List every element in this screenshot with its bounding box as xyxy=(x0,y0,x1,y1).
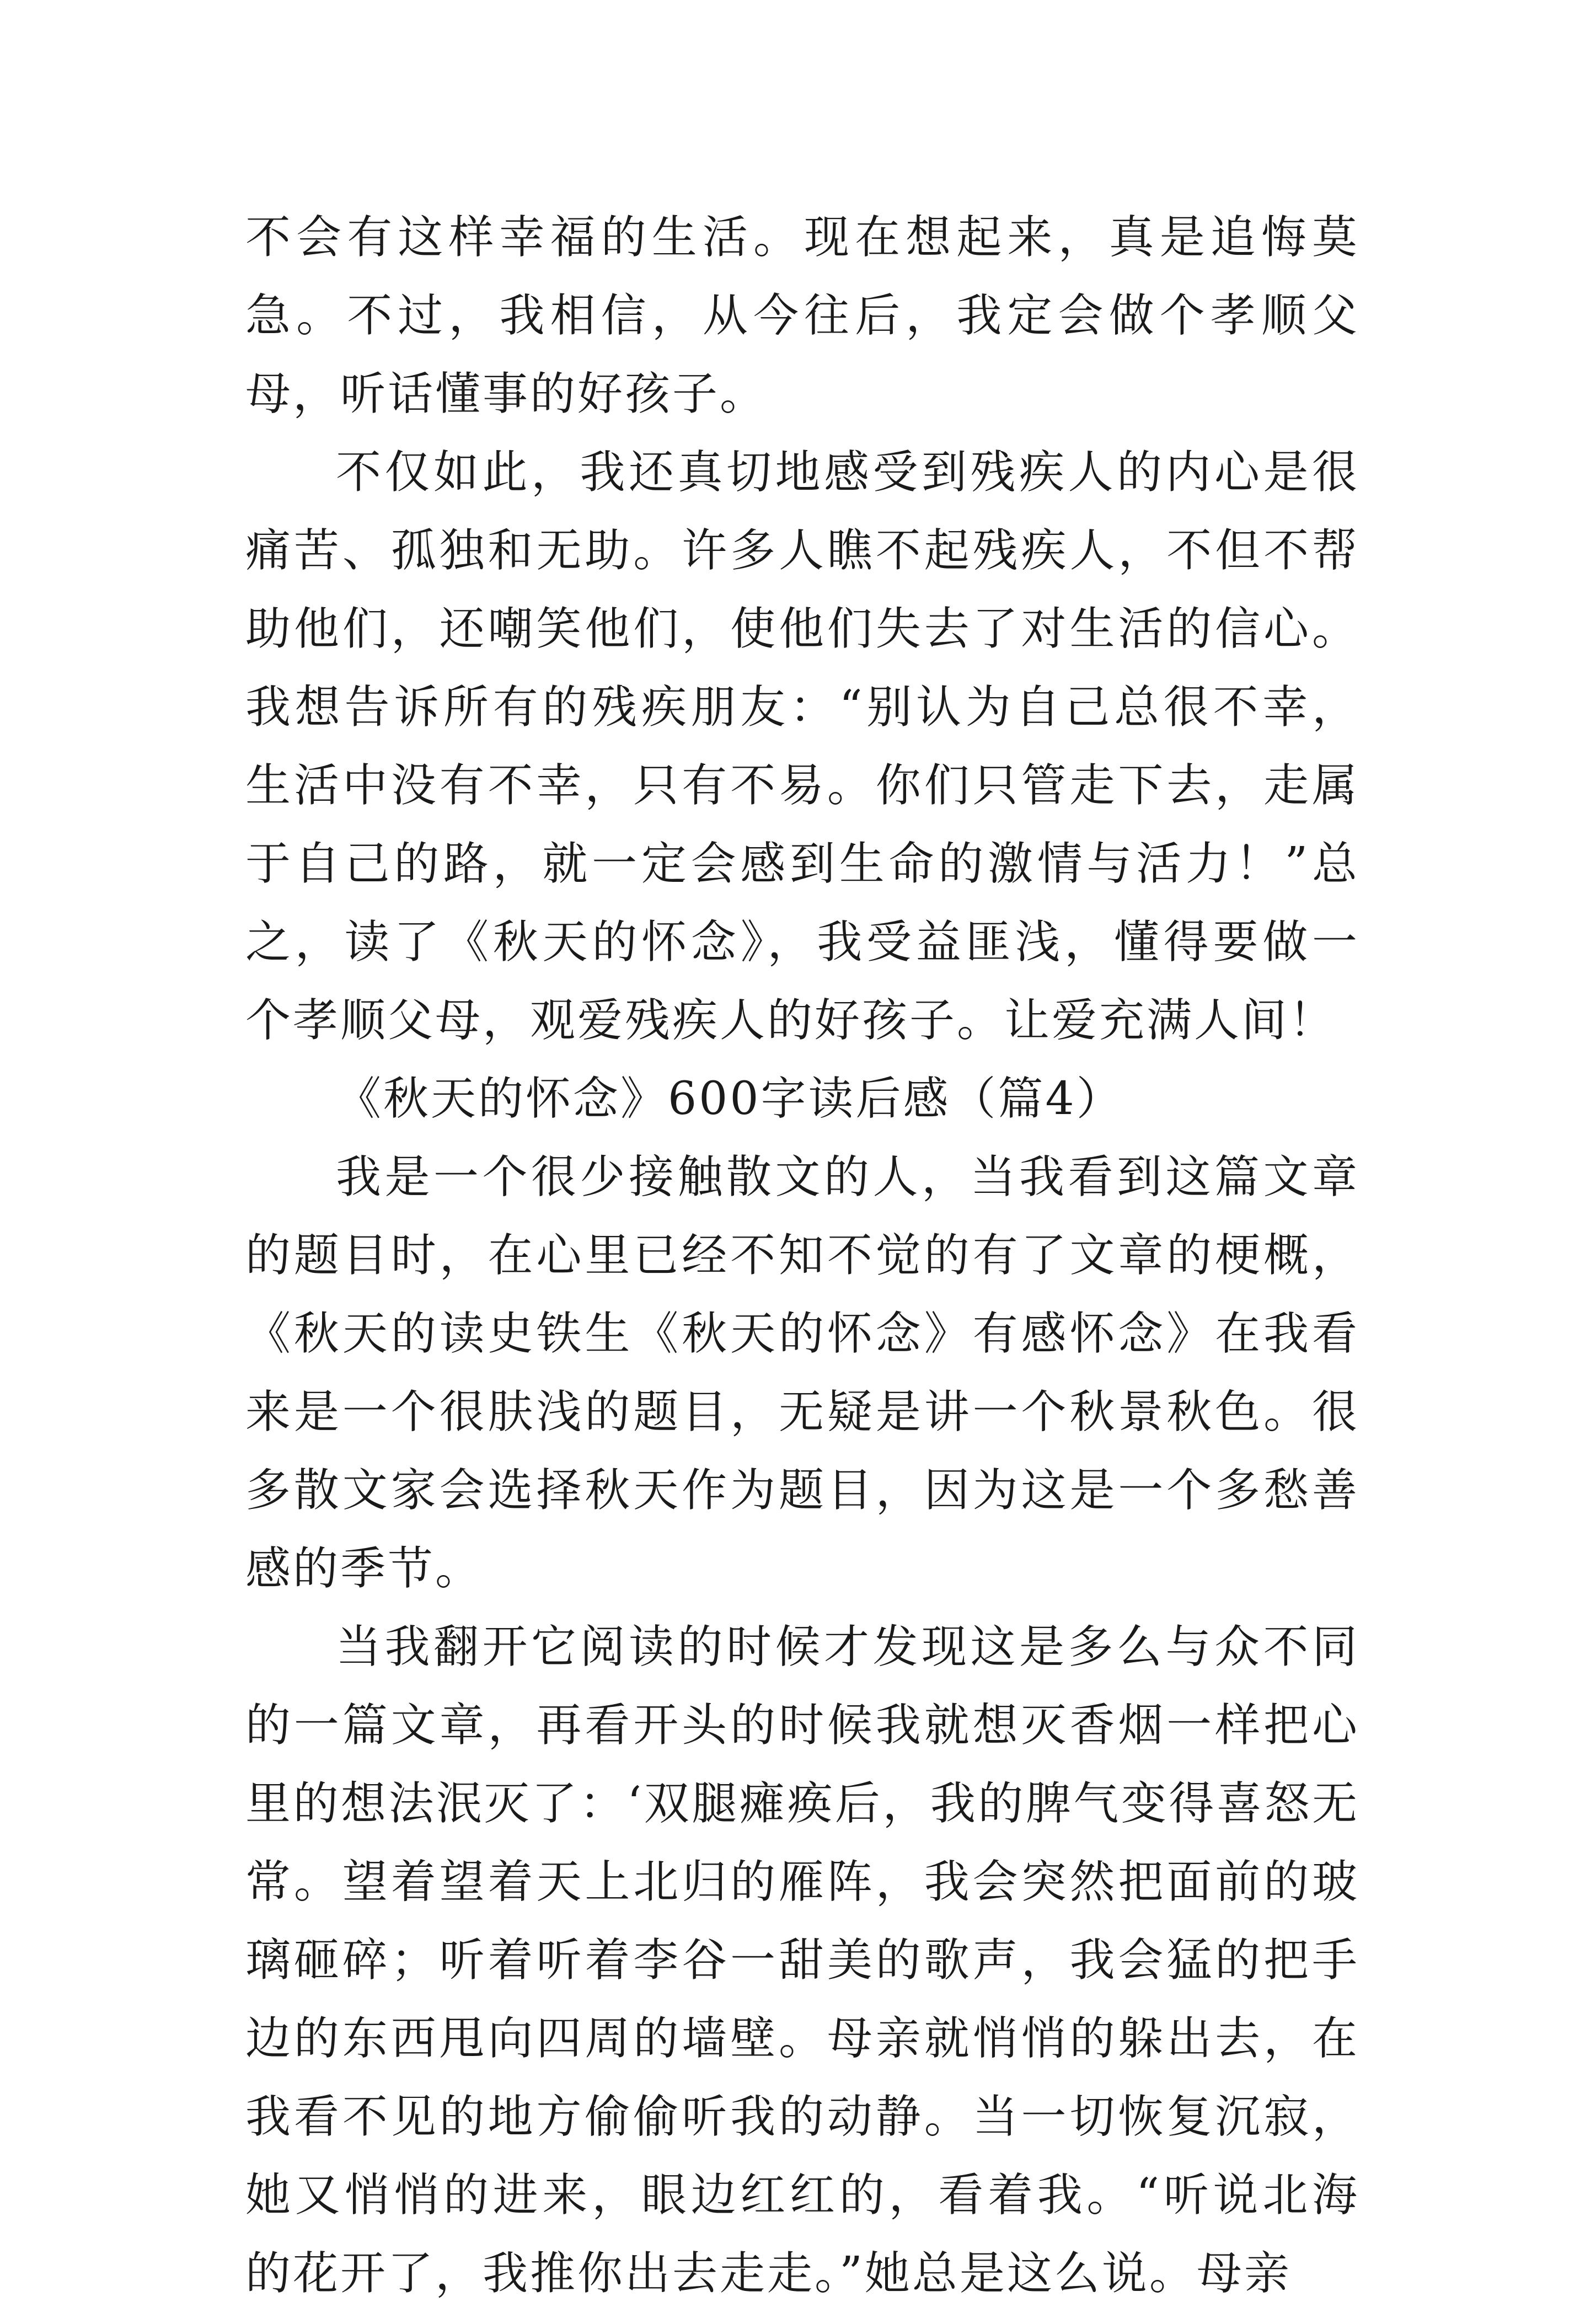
body-text xyxy=(245,199,1359,2313)
paragraph-4: 当我翻开它阅读的时候才发现这是多么与众不同的一篇文章，再看开头的时候我就想灭香烟一样把心里的想法泯灭了：‘双腿瘫痪后，我的脾气变得喜怒无常。望着望着天上北归的雁阵，我会突然把面前的玻璃砸碎；听着听着李谷一甜美的歌声，我会猛的把手边的东西甩向四周的墙壁。母亲就悄悄的躲出去，在我看不见的地方偷偷听我的动静。当一切恢复沉寂，她又悄悄的进来，眼边红红的，看着我。“听说北海的花开了，我推你出去走走。”她总是这么说。母亲 xyxy=(245,1621,1359,2300)
paragraph-1: 不会有这样幸福的生活。现在想起来，真是追悔莫急。不过，我相信，从今往后，我定会做个孝顺父母，听话懂事的好孩子。 xyxy=(245,211,1359,420)
section-heading: 《秋天的怀念》600字读后感（篇4） xyxy=(336,1073,1124,1125)
paragraph-2: 不仅如此，我还真切地感受到残疾人的内心是很痛苦、孤独和无助。许多人瞧不起残疾人，不但不帮助他们，还嘲笑他们，使他们失去了对生活的信心。我想告诉所有的残疾朋友：“别认为自己总很不幸，生活中没有不幸，只有不易。你们只管走下去，走属于自己的路，就一定会感到生命的激情与活力！”总之，读了《秋天的怀念》，我受益匪浅，懂得要做一个孝顺父母，观爱残疾人的好孩子。让爱充满人间！ xyxy=(245,446,1359,1047)
paragraph-3: 我是一个很少接触散文的人，当我看到这篇文章的题目时，在心里已经不知不觉的有了文章的梗概，《秋天的读史铁生《秋天的怀念》有感怀念》在我看来是一个很肤浅的题目，无疑是讲一个秋景秋色。很多散文家会选择秋天作为题目，因为这是一个多愁善感的季节。 xyxy=(245,1151,1359,1595)
